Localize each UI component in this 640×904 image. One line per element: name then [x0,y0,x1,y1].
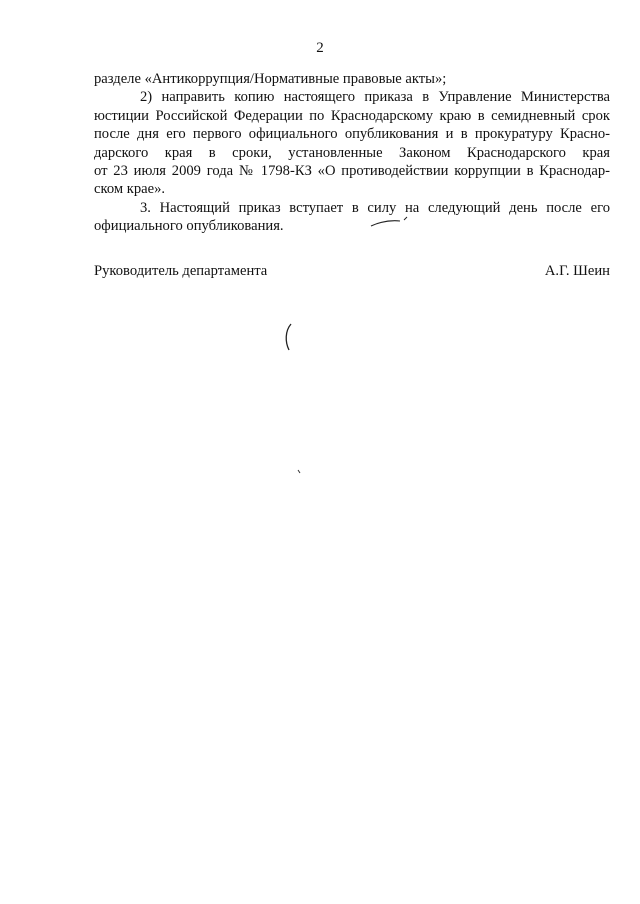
page-number: 2 [316,40,324,56]
paragraph-2-line-2: юстиции Российской Федерации по Краснодарскому краю в семидневный срок [94,107,610,124]
signatory-title: Руководитель департамента [94,263,268,279]
paragraph-2-line-5: от 23 июля 2009 года № 1798-КЗ «О противодействии коррупции в Краснодар- [94,163,610,180]
paragraph-3-line-1: 3. Настоящий приказ вступает в силу на следующий день после его [140,199,610,216]
paragraph-1-line-1: разделе «Антикоррупция/Нормативные правовые акты»; [94,71,447,87]
dot-mark [296,468,304,476]
bracket-mark [282,322,294,352]
pen-stroke-mark [368,214,412,230]
paragraph-3-line-2: официального опубликования. [94,218,284,235]
document-body [94,70,610,236]
paragraph-2-line-4: дарского края в сроки, установленные Законом Краснодарского края [94,144,610,161]
paragraph-2-line-3: после дня его первого официального опубликования и в прокуратуру Красно- [94,126,610,143]
paragraph-2-line-6: ском крае». [94,181,166,198]
signatory-name: А.Г. Шеин [544,263,610,279]
paragraph-2-line-1: 2) направить копию настоящего приказа в Управление Министерства [140,89,610,106]
